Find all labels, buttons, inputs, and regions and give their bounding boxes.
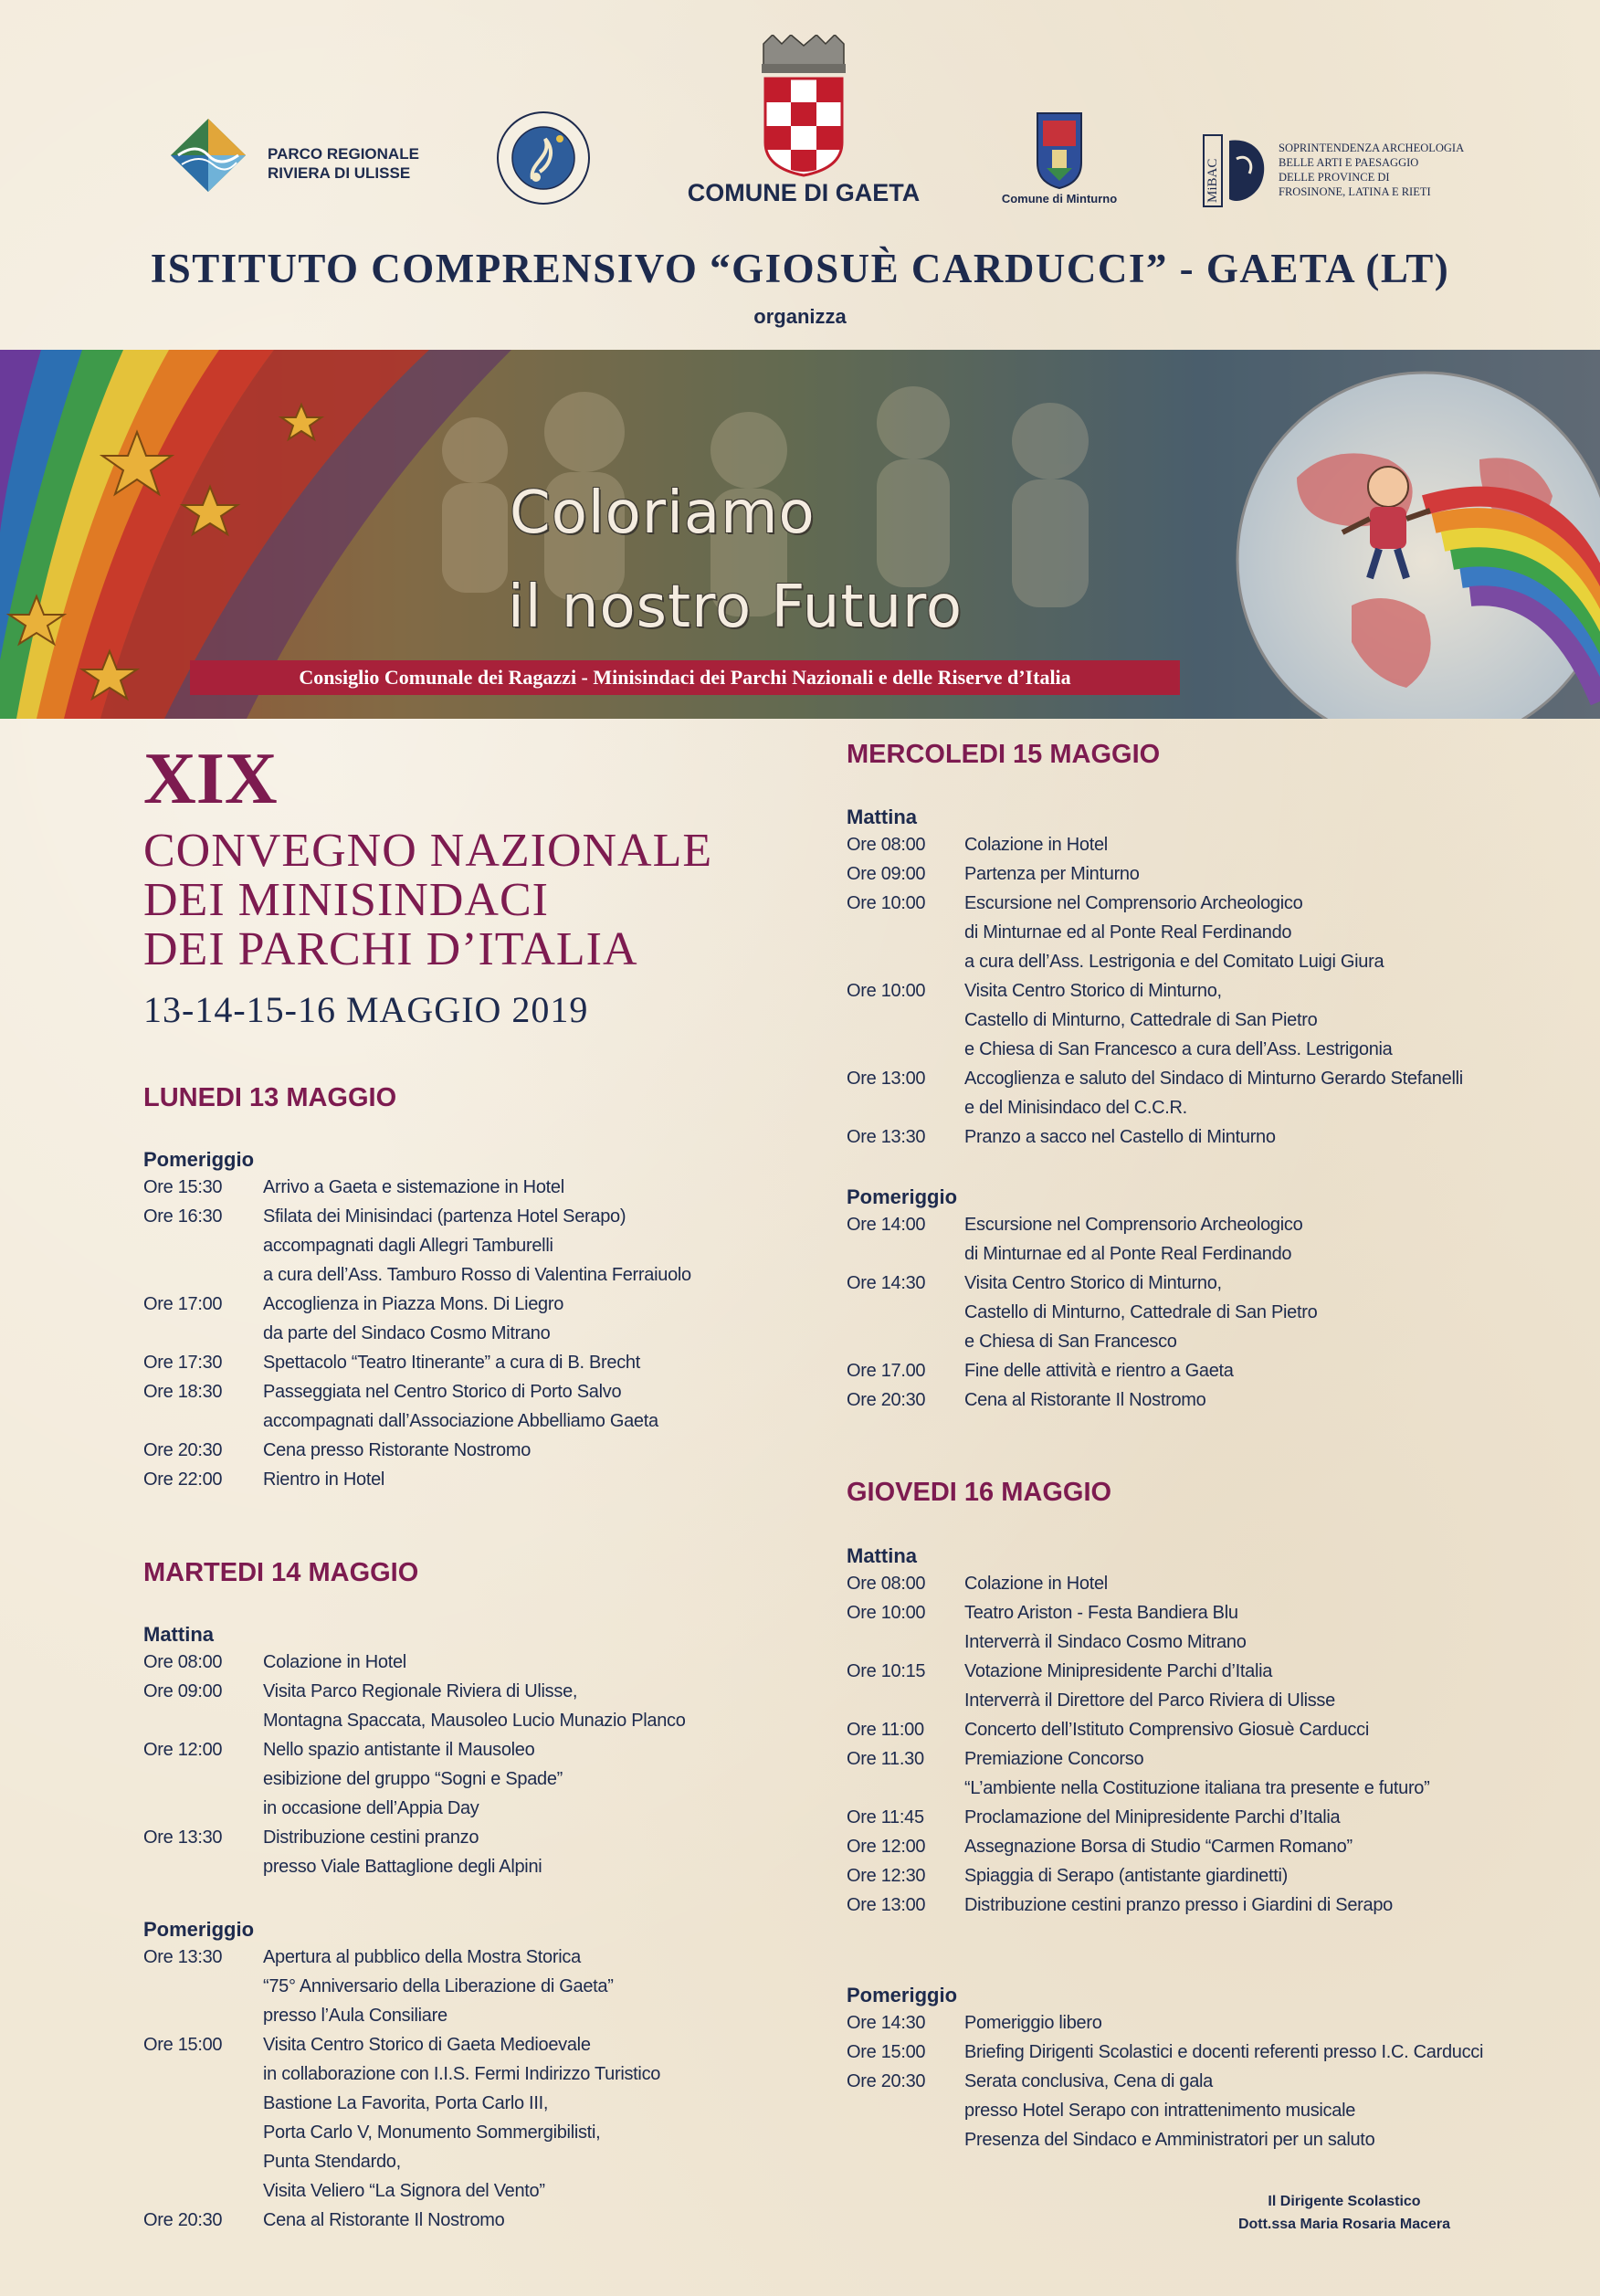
event-description: Rientro in Hotel: [263, 1469, 385, 1490]
event-description: Escursione nel Comprensorio Archeologico: [964, 1215, 1303, 1235]
signature-name: Dott.ssa Maria Rosaria Macera: [1237, 2217, 1451, 2232]
event-description: accompagnati dagli Allegri Tamburelli: [263, 1236, 553, 1256]
event-description: Partenza per Minturno: [964, 864, 1140, 884]
event-time: Ore 08:00: [143, 1652, 223, 1672]
period-label: Mattina: [847, 806, 917, 828]
event-time: Ore 11:00: [847, 1720, 924, 1740]
event-time: Ore 13:00: [847, 1069, 926, 1089]
event-time: Ore 15:00: [143, 2035, 223, 2055]
event-description: Serata conclusiva, Cena di gala: [964, 2071, 1213, 2091]
logo-istituto-comprensivo: [489, 108, 598, 208]
event-description: Castello di Minturno, Cattedrale di San Pietro: [964, 1302, 1318, 1322]
event-time: Ore 13:30: [143, 1827, 223, 1848]
event-time: Ore 09:00: [143, 1681, 223, 1701]
event-description: Pomeriggio libero: [964, 2013, 1102, 2033]
minturno-crest-icon: [986, 110, 1132, 192]
logo-comune-di-minturno: [986, 110, 1132, 210]
day-title: GIOVEDI 16 MAGGIO: [847, 1478, 1112, 1507]
event-description: Cena al Ristorante Il Nostromo: [263, 2210, 505, 2230]
event-time: Ore 14:30: [847, 1273, 926, 1293]
event-description: Premiazione Concorso: [964, 1749, 1144, 1769]
conference-dates: 13-14-15-16 MAGGIO 2019: [143, 989, 589, 1030]
event-description: Visita Veliero “La Signora del Vento”: [263, 2181, 545, 2201]
event-description: Passeggiata nel Centro Storico di Porto Salvo: [263, 1382, 622, 1402]
event-time: Ore 20:30: [143, 2210, 223, 2230]
event-description: Bastione La Favorita, Porta Carlo III,: [263, 2093, 549, 2113]
event-description: Colazione in Hotel: [263, 1652, 406, 1672]
event-description: presso Viale Battaglione degli Alpini: [263, 1857, 542, 1877]
period-label: Pomeriggio: [847, 1984, 958, 2006]
event-description: e del Minisindaco del C.C.R.: [964, 1098, 1187, 1118]
day-title: MERCOLEDI 15 MAGGIO: [847, 740, 1161, 769]
event-time: Ore 17:00: [143, 1294, 223, 1314]
event-description: Cena presso Ristorante Nostromo: [263, 1440, 532, 1460]
soprintendenza-line-1: SOPRINTENDENZA ARCHEOLOGIA: [1279, 142, 1465, 154]
event-time: Ore 15:00: [847, 2042, 926, 2062]
conference-title-line-1: CONVEGNO NAZIONALE: [143, 825, 713, 877]
event-description: Teatro Ariston - Festa Bandiera Blu: [964, 1603, 1238, 1623]
mibac-mark: MiBAC: [1205, 158, 1220, 203]
event-time: Ore 10:00: [847, 893, 926, 913]
event-description: Sfilata dei Minisindaci (partenza Hotel Serapo): [263, 1206, 626, 1227]
banner-title-line-1: Coloriamo: [510, 479, 816, 547]
event-description: Distribuzione cestini pranzo: [263, 1827, 479, 1848]
period-label: Pomeriggio: [847, 1185, 958, 1208]
soprintendenza-line-2: BELLE ARTI E PAESAGGIO: [1279, 156, 1419, 169]
organizza-label: organizza: [753, 305, 847, 328]
event-description: di Minturnae ed al Ponte Real Ferdinando: [964, 1244, 1292, 1264]
event-time: Ore 14:00: [847, 1215, 926, 1235]
event-description: Montagna Spaccata, Mausoleo Lucio Munazio Planco: [263, 1711, 686, 1731]
event-time: Ore 10:15: [847, 1661, 926, 1681]
event-description: Accoglienza in Piazza Mons. Di Liegro: [263, 1294, 564, 1314]
event-description: Fine delle attività e rientro a Gaeta: [964, 1361, 1234, 1381]
event-description: accompagnati dall’Associazione Abbelliamo Gaeta: [263, 1411, 658, 1431]
event-time: Ore 20:30: [143, 1440, 223, 1460]
banner-title-line-2: il nostro Futuro: [508, 574, 963, 641]
event-description: e Chiesa di San Francesco a cura dell’Ass. Lestrigonia: [964, 1039, 1393, 1059]
event-description: Proclamazione del Minipresidente Parchi d’Italia: [964, 1807, 1341, 1827]
event-description: Colazione in Hotel: [964, 1574, 1108, 1594]
edition-number: XIX: [143, 739, 278, 819]
parco-line-2: RIVIERA DI ULISSE: [268, 164, 411, 182]
event-description: Arrivo a Gaeta e sistemazione in Hotel: [263, 1177, 564, 1197]
soprintendenza-line-4: FROSINONE, LATINA E RIETI: [1279, 185, 1431, 198]
gaeta-crest-icon: [658, 35, 950, 181]
event-description: presso Hotel Serapo con intrattenimento musicale: [964, 2101, 1356, 2121]
parco-line-1: PARCO REGIONALE: [268, 145, 419, 163]
event-time: Ore 16:30: [143, 1206, 223, 1227]
event-time: Ore 12:00: [847, 1837, 926, 1857]
event-time: Ore 13:00: [847, 1895, 926, 1915]
event-description: in occasione dell’Appia Day: [263, 1798, 479, 1818]
event-description: Spettacolo “Teatro Itinerante” a cura di B. Brecht: [263, 1353, 640, 1373]
event-description: a cura dell’Ass. Tamburo Rosso di Valentina Ferraiuolo: [263, 1265, 691, 1285]
event-time: Ore 10:00: [847, 1603, 926, 1623]
event-description: a cura dell’Ass. Lestrigonia e del Comitato Luigi Giura: [964, 952, 1384, 972]
event-time: Ore 22:00: [143, 1469, 223, 1490]
event-time: Ore 15:30: [143, 1177, 223, 1197]
period-label: Pomeriggio: [143, 1918, 255, 1941]
conference-title-line-3: DEI PARCHI D’ITALIA: [143, 923, 638, 975]
conference-title-line-2: DEI MINISINDACI: [143, 874, 549, 926]
event-description: Apertura al pubblico della Mostra Storica: [263, 1947, 581, 1967]
event-description: “75° Anniversario della Liberazione di Gaeta”: [263, 1976, 614, 1996]
event-time: Ore 20:30: [847, 2071, 926, 2091]
event-time: Ore 11.30: [847, 1749, 924, 1769]
soprintendenza-line-3: DELLE PROVINCE DI: [1279, 171, 1390, 184]
event-description: in collaborazione con I.I.S. Fermi Indirizzo Turistico: [263, 2064, 661, 2084]
event-time: Ore 08:00: [847, 835, 926, 855]
banner-subtitle-strip: Consiglio Comunale dei Ragazzi - Minisindaci dei Parchi Nazionali e delle Riserve d’Italia: [190, 660, 1180, 695]
event-description: Visita Centro Storico di Gaeta Medioevale: [263, 2035, 591, 2055]
day-title: MARTEDI 14 MAGGIO: [143, 1558, 419, 1587]
event-description: Colazione in Hotel: [964, 835, 1108, 855]
event-description: Accoglienza e saluto del Sindaco di Minturno Gerardo Stefanelli: [964, 1069, 1463, 1089]
event-banner: [0, 350, 1600, 719]
event-description: presso l’Aula Consiliare: [263, 2006, 447, 2026]
event-time: Ore 09:00: [847, 864, 926, 884]
event-time: Ore 17.00: [847, 1361, 926, 1381]
event-description: da parte del Sindaco Cosmo Mitrano: [263, 1323, 551, 1343]
mibac-logo-icon: [1202, 133, 1273, 208]
event-description: Briefing Dirigenti Scolastici e docenti referenti presso I.C. Carducci: [964, 2042, 1484, 2062]
event-description: Pranzo a sacco nel Castello di Minturno: [964, 1127, 1276, 1147]
event-description: Assegnazione Borsa di Studio “Carmen Romano”: [964, 1837, 1353, 1857]
event-time: Ore 14:30: [847, 2013, 926, 2033]
event-description: Visita Parco Regionale Riviera di Ulisse,: [263, 1681, 578, 1701]
event-time: Ore 17:30: [143, 1353, 223, 1373]
period-label: Mattina: [143, 1623, 214, 1646]
event-description: “L’ambiente nella Costituzione italiana tra presente e futuro”: [964, 1778, 1430, 1798]
event-description: Visita Centro Storico di Minturno,: [964, 981, 1222, 1001]
event-description: Punta Stendardo,: [263, 2152, 401, 2172]
logo-soprintendenza: [1202, 133, 1512, 208]
event-time: Ore 11:45: [847, 1807, 924, 1827]
event-description: Spiaggia di Serapo (antistante giardinetti): [964, 1866, 1288, 1886]
event-description: e Chiesa di San Francesco: [964, 1332, 1177, 1352]
event-description: Interverrà il Direttore del Parco Riviera di Ulisse: [964, 1690, 1335, 1711]
event-description: Visita Centro Storico di Minturno,: [964, 1273, 1222, 1293]
event-description: Distribuzione cestini pranzo presso i Giardini di Serapo: [964, 1895, 1393, 1915]
event-description: Porta Carlo V, Monumento Sommergibilisti,: [263, 2122, 601, 2143]
signature-role: Il Dirigente Scolastico: [1268, 2194, 1421, 2209]
event-time: Ore 08:00: [847, 1574, 926, 1594]
event-description: esibizione del gruppo “Sogni e Spade”: [263, 1769, 563, 1789]
event-description: Escursione nel Comprensorio Archeologico: [964, 893, 1303, 913]
minturno-label: Comune di Minturno: [1001, 192, 1118, 205]
comune-label: COMUNE DI GAETA: [687, 179, 921, 206]
event-time: Ore 12:00: [143, 1740, 223, 1760]
period-label: Pomeriggio: [143, 1148, 255, 1171]
school-seal-icon: [489, 108, 598, 208]
event-time: Ore 13:30: [143, 1947, 223, 1967]
day-title: LUNEDI 13 MAGGIO: [143, 1083, 397, 1112]
logo-comune-di-gaeta: [658, 35, 950, 213]
event-description: Castello di Minturno, Cattedrale di San Pietro: [964, 1010, 1318, 1030]
event-description: Nello spazio antistante il Mausoleo: [263, 1740, 535, 1760]
school-title: ISTITUTO COMPRENSIVO “GIOSUÈ CARDUCCI” - GAETA (LT): [150, 246, 1450, 291]
event-description: Concerto dell’Istituto Comprensivo Giosuè Carducci: [964, 1720, 1369, 1740]
parco-logo-icon: [169, 117, 247, 194]
logo-parco-regionale: [169, 117, 461, 194]
event-time: Ore 18:30: [143, 1382, 223, 1402]
event-time: Ore 13:30: [847, 1127, 926, 1147]
event-time: Ore 10:00: [847, 981, 926, 1001]
event-description: Cena al Ristorante Il Nostromo: [964, 1390, 1206, 1410]
event-description: di Minturnae ed al Ponte Real Ferdinando: [964, 922, 1292, 943]
event-description: Votazione Minipresidente Parchi d’Italia: [964, 1661, 1273, 1681]
event-description: Presenza del Sindaco e Amministratori per un saluto: [964, 2130, 1375, 2150]
event-description: Interverrà il Sindaco Cosmo Mitrano: [964, 1632, 1247, 1652]
event-time: Ore 20:30: [847, 1390, 926, 1410]
event-time: Ore 12:30: [847, 1866, 926, 1886]
period-label: Mattina: [847, 1544, 917, 1567]
